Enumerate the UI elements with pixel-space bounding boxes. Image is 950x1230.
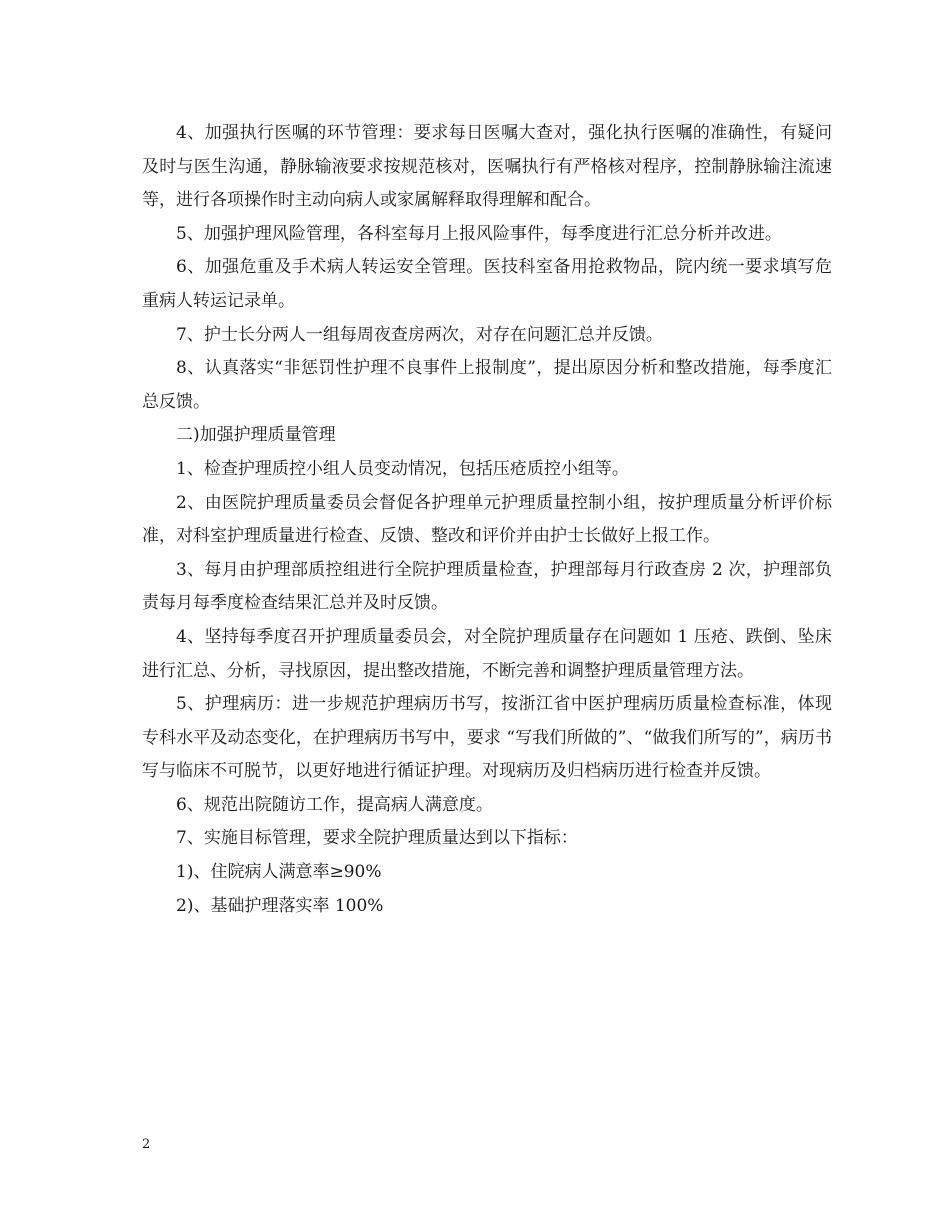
paragraph-item-5-risk: 5、加强护理风险管理，各科室每月上报风险事件，每季度进行汇总分析并改进。 [176, 223, 782, 244]
paragraph-item-6-transfer: 6、加强危重及手术病人转运安全管理。医技科室备用抢救物品，院内统一要求填写危重病人转运记录单。 [142, 257, 832, 311]
paragraph-quality-3: 3、每月由护理部质控组进行全院护理质量检查，护理部每月行政查房 2 次，护理部负责每月每季度检查结果汇总并及时反馈。 [142, 559, 832, 614]
paragraph-quality-4: 4、坚持每季度召开护理质量委员会，对全院护理质量存在问题如 1 压疮、跌倒、坠床进行汇总、分析，寻找原因，提出整改措施，不断完善和调整护理质量管理方法。 [142, 626, 832, 681]
indicator-item-2: 2)、基础护理落实率 100% [176, 895, 384, 916]
paragraph-quality-7: 7、实施目标管理，要求全院护理质量达到以下指标： [176, 828, 578, 849]
paragraph-quality-2: 2、由医院护理质量委员会督促各护理单元护理质量控制小组，按护理质量分析评价标准，对科室护理质量进行检查、反馈、整改和评价并由护士长做好上报工作。 [142, 492, 832, 547]
paragraph-quality-5: 5、护理病历：进一步规范护理病历书写，按浙江省中医护理病历质量检查标准，体现专科水平及动态变化，在护理病历书写中，要求 “写我们所做的”、“做我们所写的”，病历书写与临床不可脱节，以更好地进行循证护理。对现病历及归档病历进行检查并反馈。 [142, 694, 832, 782]
paragraph-item-8-adverse-events: 8、认真落实“非惩罚性护理不良事件上报制度”，提出原因分析和整改措施，每季度汇总反馈。 [142, 358, 832, 412]
indicator-item-1: 1)、住院病人满意率≥90% [176, 862, 382, 883]
paragraph-quality-6: 6、规范出院随访工作，提高病人满意度。 [176, 794, 493, 815]
paragraph-item-4-orders: 4、加强执行医嘱的环节管理：要求每日医嘱大查对，强化执行医嘱的准确性，有疑问及时与医生沟通，静脉输液要求按规范核对，医嘱执行有严格核对程序，控制静脉输注流速等，进行各项操作时主动向病人或家属解释取得理解和配合。 [142, 123, 832, 211]
paragraph-quality-1: 1、检查护理质控小组人员变动情况，包括压疮质控小组等。 [176, 458, 629, 479]
paragraph-item-7-night-rounds: 7、护士长分两人一组每周夜查房两次，对存在问题汇总并反馈。 [176, 324, 663, 345]
page-number: 2 [142, 1137, 151, 1152]
section-heading-quality: 二)加强护理质量管理 [176, 425, 336, 446]
document-body [142, 117, 832, 923]
